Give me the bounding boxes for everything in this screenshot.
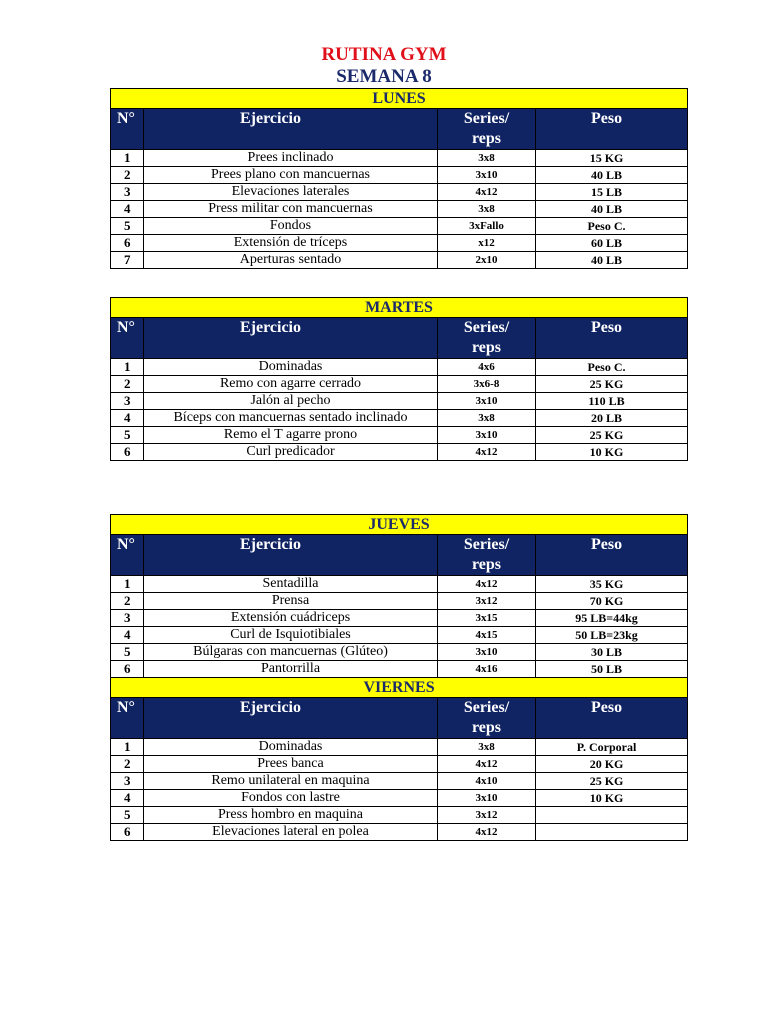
table-row [111,756,688,773]
table-row [111,444,688,461]
weight-cell: 10 KG [536,444,688,461]
day-name: MARTES [111,298,688,318]
header-exercise: Ejercicio [144,698,438,739]
day-name: LUNES [111,89,688,109]
header-weight: Peso [536,109,688,150]
row-number: 6 [111,661,144,678]
weight-cell [536,824,688,841]
table-row [111,661,688,678]
table-row [111,150,688,167]
exercise-cell: Curl de Isquiotibiales [144,627,438,644]
weight-cell: 10 KG [536,790,688,807]
page-title: RUTINA GYM [321,44,447,65]
row-number: 3 [111,184,144,201]
sets-cell: 3x8 [438,150,536,167]
exercise-cell: Remo el T agarre prono [144,427,438,444]
header-series: Series/ reps [438,318,536,359]
page-subtitle: SEMANA 8 [336,66,432,87]
sets-cell: 4x15 [438,627,536,644]
exercise-cell: Press militar con mancuernas [144,201,438,218]
sets-cell: x12 [438,235,536,252]
header-weight: Peso [536,318,688,359]
table-lunes [110,88,688,269]
header-series: Series/ reps [438,535,536,576]
table-row [111,410,688,427]
exercise-cell: Curl predicador [144,444,438,461]
row-number: 7 [111,252,144,269]
table-row [111,773,688,790]
table-row [111,576,688,593]
header-num: N° [111,109,144,150]
sets-cell: 3x10 [438,644,536,661]
table-row [111,393,688,410]
header-num: N° [111,318,144,359]
header-weight: Peso [536,535,688,576]
exercise-cell: Aperturas sentado [144,252,438,269]
column-headers [111,535,688,576]
exercise-cell: Remo unilateral en maquina [144,773,438,790]
table-row [111,593,688,610]
row-number: 2 [111,593,144,610]
sets-cell: 3x10 [438,393,536,410]
table-row [111,184,688,201]
exercise-cell: Press hombro en maquina [144,807,438,824]
row-number: 3 [111,393,144,410]
table-row [111,235,688,252]
weight-cell: 40 LB [536,201,688,218]
table-jueves-viernes [110,514,688,841]
table-row [111,376,688,393]
header-num: N° [111,535,144,576]
sets-cell: 4x6 [438,359,536,376]
sets-cell: 3x6-8 [438,376,536,393]
exercise-cell: Elevaciones lateral en polea [144,824,438,841]
sets-cell: 4x12 [438,756,536,773]
table-row [111,252,688,269]
table-row [111,739,688,756]
header-exercise: Ejercicio [144,535,438,576]
exercise-cell: Prees plano con mancuernas [144,167,438,184]
header-weight: Peso [536,698,688,739]
row-number: 3 [111,773,144,790]
weight-cell: 110 LB [536,393,688,410]
weight-cell [536,807,688,824]
row-number: 6 [111,444,144,461]
row-number: 5 [111,218,144,235]
day-header-martes [111,298,688,318]
weight-cell: 40 LB [536,252,688,269]
table-row [111,790,688,807]
sets-cell: 4x12 [438,184,536,201]
header-exercise: Ejercicio [144,318,438,359]
exercise-cell: Fondos [144,218,438,235]
sets-cell: 3x10 [438,167,536,184]
row-number: 6 [111,235,144,252]
exercise-cell: Bíceps con mancuernas sentado inclinado [144,410,438,427]
row-number: 1 [111,739,144,756]
row-number: 1 [111,150,144,167]
table-row [111,644,688,661]
table-row [111,218,688,235]
exercise-cell: Prees banca [144,756,438,773]
table-row [111,610,688,627]
row-number: 2 [111,376,144,393]
sets-cell: 4x12 [438,444,536,461]
exercise-cell: Búlgaras con mancuernas (Glúteo) [144,644,438,661]
exercise-cell: Prees inclinado [144,150,438,167]
day-header-lunes [111,89,688,109]
weight-cell: 50 LB [536,661,688,678]
table-row [111,824,688,841]
row-number: 2 [111,756,144,773]
day-name: VIERNES [111,678,688,698]
column-headers [111,318,688,359]
weight-cell: 15 KG [536,150,688,167]
weight-cell: 30 LB [536,644,688,661]
sets-cell: 4x12 [438,824,536,841]
row-number: 5 [111,644,144,661]
weight-cell: 95 LB=44kg [536,610,688,627]
weight-cell: 70 KG [536,593,688,610]
exercise-cell: Fondos con lastre [144,790,438,807]
sets-cell: 3x12 [438,593,536,610]
exercise-cell: Elevaciones laterales [144,184,438,201]
weight-cell: P. Corporal [536,739,688,756]
sets-cell: 4x12 [438,576,536,593]
sets-cell: 4x10 [438,773,536,790]
exercise-cell: Sentadilla [144,576,438,593]
table-martes [110,297,688,461]
day-header-viernes [111,678,688,698]
day-name: JUEVES [111,515,688,535]
weight-cell: 60 LB [536,235,688,252]
header-exercise: Ejercicio [144,109,438,150]
header-series: Series/ reps [438,109,536,150]
row-number: 3 [111,610,144,627]
sets-cell: 4x16 [438,661,536,678]
row-number: 1 [111,576,144,593]
weight-cell: 25 KG [536,427,688,444]
row-number: 4 [111,627,144,644]
weight-cell: 15 LB [536,184,688,201]
table-row [111,807,688,824]
exercise-cell: Dominadas [144,359,438,376]
sets-cell: 3x10 [438,427,536,444]
row-number: 5 [111,807,144,824]
weight-cell: Peso C. [536,218,688,235]
weight-cell: 25 KG [536,773,688,790]
exercise-cell: Extensión de tríceps [144,235,438,252]
sets-cell: 3x10 [438,790,536,807]
table-row [111,427,688,444]
exercise-cell: Extensión cuádriceps [144,610,438,627]
weight-cell: 20 KG [536,756,688,773]
row-number: 2 [111,167,144,184]
sets-cell: 3x8 [438,201,536,218]
row-number: 4 [111,410,144,427]
sets-cell: 3x8 [438,410,536,427]
weight-cell: 40 LB [536,167,688,184]
weight-cell: Peso C. [536,359,688,376]
sets-cell: 3x12 [438,807,536,824]
weight-cell: 20 LB [536,410,688,427]
row-number: 5 [111,427,144,444]
day-header-jueves [111,515,688,535]
row-number: 6 [111,824,144,841]
header-num: N° [111,698,144,739]
weight-cell: 25 KG [536,376,688,393]
weight-cell: 50 LB=23kg [536,627,688,644]
weight-cell: 35 KG [536,576,688,593]
column-headers [111,109,688,150]
row-number: 4 [111,790,144,807]
exercise-cell: Pantorrilla [144,661,438,678]
exercise-cell: Prensa [144,593,438,610]
table-row [111,359,688,376]
exercise-cell: Jalón al pecho [144,393,438,410]
table-row [111,627,688,644]
sets-cell: 2x10 [438,252,536,269]
row-number: 4 [111,201,144,218]
sets-cell: 3x15 [438,610,536,627]
table-row [111,201,688,218]
table-row [111,167,688,184]
sets-cell: 3x8 [438,739,536,756]
exercise-cell: Remo con agarre cerrado [144,376,438,393]
row-number: 1 [111,359,144,376]
sets-cell: 3xFallo [438,218,536,235]
header-series: Series/ reps [438,698,536,739]
exercise-cell: Dominadas [144,739,438,756]
column-headers [111,698,688,739]
